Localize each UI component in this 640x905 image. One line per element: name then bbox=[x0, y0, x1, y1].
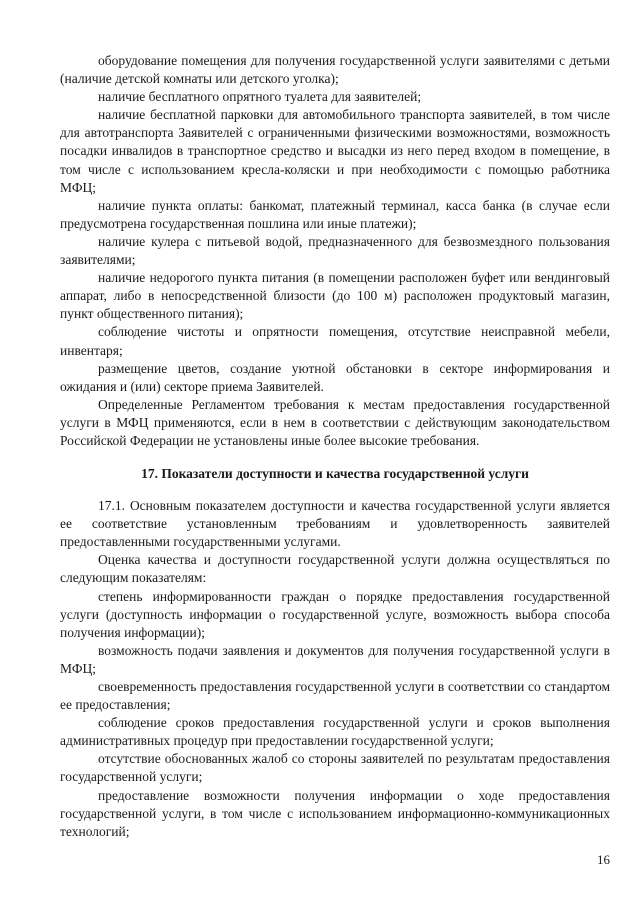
paragraph: наличие недорогого пункта питания (в помещении расположен буфет или вендинговый аппарат, либо в непосредственной близости (до 100 м) расположен продуктовый магазин, пункт общественного питания); bbox=[60, 270, 610, 322]
paragraph: наличие бесплатного опрятного туалета для заявителей; bbox=[98, 89, 422, 105]
paragraph: соблюдение чистоты и опрятности помещения, отсутствие неисправной мебели, инвентаря; bbox=[60, 324, 610, 358]
paragraph: оборудование помещения для получения государственной услуги заявителями с детьми (наличие детской комнаты или детского уголка); bbox=[60, 53, 610, 87]
page-number: 16 bbox=[597, 852, 610, 867]
paragraph: наличие бесплатной парковки для автомобильного транспорта заявителей, в том числе для автотранспорта Заявителей с ограниченными физическими возможностями, возможность посадки инвалидов в транспортное средство и высадки из него перед входом в помещение, в том числе с использованием кресла-коляски и при необходимости с помощью работника МФЦ; bbox=[60, 107, 610, 195]
paragraph: соблюдение сроков предоставления государственной услуги и сроков выполнения административных процедур при предоставлении государственной услуги; bbox=[60, 715, 610, 749]
paragraph: своевременность предоставления государственной услуги в соответствии со стандартом ее предоставления; bbox=[60, 679, 610, 713]
section-heading: 17. Показатели доступности и качества государственной услуги bbox=[141, 466, 529, 482]
paragraph: наличие пункта оплаты: банкомат, платежный терминал, касса банка (в случае если предусмотрена государственная пошлина или иные платежи); bbox=[60, 197, 610, 231]
paragraph: Определенные Регламентом требования к местам предоставления государственной услуги в МФЦ применяются, если в нем в соответствии с действующим законодательством Российской Федерации не установлены иные более высокие требования. bbox=[60, 396, 610, 448]
paragraph: размещение цветов, создание уютной обстановки в секторе информирования и ожидания и (или) секторе приема Заявителей. bbox=[60, 360, 610, 394]
paragraph: 17.1. Основным показателем доступности и качества государственной услуги является ее соответствие установленным требованиям и удовлетворенность заявителей предоставленными государственными услугами. bbox=[60, 498, 610, 550]
paragraph: степень информированности граждан о порядке предоставления государственной услуги (доступность информации о государственной услуге, возможность выбора способа получения информации); bbox=[60, 588, 610, 640]
paragraph: отсутствие обоснованных жалоб со стороны заявителей по результатам предоставления государственной услуги; bbox=[60, 751, 610, 785]
paragraph: возможность подачи заявления и документов для получения государственной услуги в МФЦ; bbox=[60, 642, 610, 676]
paragraph: предоставление возможности получения информации о ходе предоставления государственной услуги, в том числе с использованием информационно-коммуникационных технологий; bbox=[60, 787, 610, 839]
paragraph: Оценка качества и доступности государственной услуги должна осуществляться по следующим показателям: bbox=[60, 552, 610, 586]
paragraph: наличие кулера с питьевой водой, предназначенного для безвозмездного пользования заявителями; bbox=[60, 233, 610, 268]
